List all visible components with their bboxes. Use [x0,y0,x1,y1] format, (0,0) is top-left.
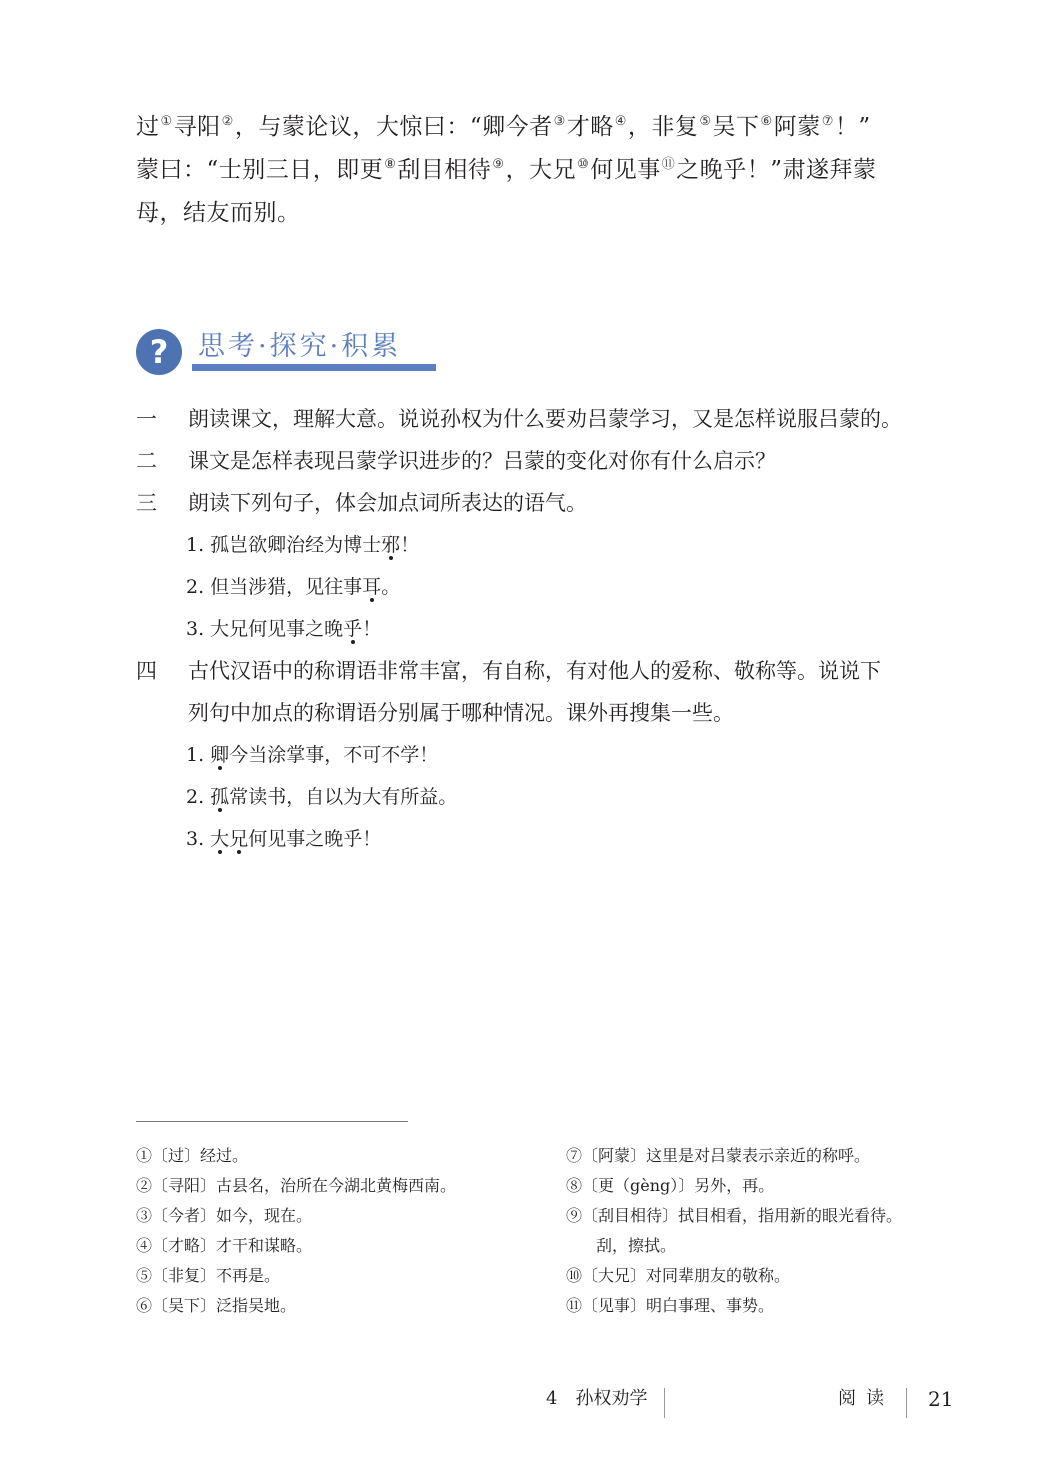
sub-question-text: 何见事之晚乎！ [248,828,382,850]
sub-question [186,608,966,650]
footnote: ⑪〔见事〕明白事理、事势。 [566,1296,775,1315]
sub-question-text: 。 [381,576,401,598]
question-line [136,440,966,482]
sub-question-text: ！ [400,534,420,556]
footnote: ⑨〔刮目相待〕拭目相看，指用新的眼光看待。 [566,1206,903,1225]
section-heading [136,320,446,376]
dotted-word: 兄 [229,828,249,850]
footnote: ⑧〔更（gèng）〕另外，再。 [566,1176,775,1195]
passage-segment: 吴下 [712,114,760,140]
footnote-ref: ⑨ [492,157,505,172]
question-mark-icon: ? [136,329,182,375]
sub-question [186,734,966,776]
sub-question-text: 今当涂掌事，不可不学！ [229,744,439,766]
sub-question-list [136,524,966,650]
question-line [136,398,966,440]
passage-segment: ，与蒙论议，大惊曰：“卿今者 [234,114,553,140]
question-text: 课文是怎样表现吕蒙学识进步的？吕蒙的变化对你有什么启示？ [188,449,776,473]
footnote-ref: ⑧ [384,157,397,172]
question-text: 列句中加点的称谓语分别属于哪种情况。课外再搜集一些。 [188,701,734,725]
dotted-word: 大 [210,828,230,850]
question-number: 四 [136,659,157,683]
page-number: 21 [928,1387,954,1411]
sub-question-text: 常读书，自以为大有所益。 [229,786,458,808]
sub-question-list [136,734,966,860]
question-text: 朗读课文，理解大意。说说孙权为什么要劝吕蒙学习，又是怎样说服吕蒙的。 [188,407,902,431]
passage-segment: 才略 [566,114,614,140]
footnote: ⑤〔非复〕不再是。 [136,1266,281,1285]
footer-category: 阅读 [838,1388,894,1409]
title-underline [192,364,436,371]
footnote: 刮，擦拭。 [596,1236,677,1255]
passage-segment: 之晚乎！”肃遂拜蒙 [676,157,877,183]
passage-line [136,106,956,149]
footer-divider [906,1388,907,1418]
question-line [136,650,966,692]
footnote-ref: ⑥ [760,114,773,129]
passage-segment: 刮目相待 [397,157,492,183]
footnotes-left [136,1141,556,1321]
footnote-ref: ④ [614,114,627,129]
sub-question-text: ！ [362,618,382,640]
question-number: 二 [136,449,157,473]
passage-segment: 寻阳 [173,114,221,140]
passage-segment: 何见事 [590,157,661,183]
footnote: ①〔过〕经过。 [136,1146,249,1165]
sub-question-text: 2. [186,786,211,808]
passage-line [136,192,956,235]
passage-segment: 蒙曰：“士别三日，即更 [136,157,384,183]
footnote-ref: ② [221,114,234,129]
sub-question-text: 3. [186,828,211,850]
passage-segment: 母，结友而别。 [136,200,301,226]
footer-divider [664,1388,665,1418]
question-line [136,692,966,734]
passage-line [136,149,956,192]
passage-segment: ！” [834,114,871,140]
sub-question [186,818,966,860]
question-number: 三 [136,491,157,515]
footnote: ⑦〔阿蒙〕这里是对吕蒙表示亲近的称呼。 [566,1146,871,1165]
dotted-word: 卿 [210,744,230,766]
footer-lesson-title: 4 孙权劝学 [546,1388,648,1409]
footnote-ref: ⑩ [577,157,590,172]
footnotes-right [566,1141,986,1321]
footnote: ③〔今者〕如今，现在。 [136,1206,313,1225]
footnote: ②〔寻阳〕古县名，治所在今湖北黄梅西南。 [136,1176,457,1195]
footnote: ⑩〔大兄〕对同辈朋友的敬称。 [566,1266,791,1285]
footnote-ref: ⑦ [821,114,834,129]
dotted-word: 耳 [362,576,382,598]
sub-question-text: 2. 但当涉猎，见往事 [186,576,363,598]
sub-question [186,566,966,608]
footnote-divider [136,1121,408,1122]
question-line [136,482,966,524]
footnote-ref: ⑤ [699,114,712,129]
passage-text [136,106,956,235]
sub-question-text: 1. 孤岂欲卿治经为博士 [186,534,382,556]
footnote: ⑥〔吴下〕泛指吴地。 [136,1296,297,1315]
passage-segment: 过 [136,114,160,140]
sub-question-text: 3. 大兄何见事之晚 [186,618,344,640]
footnote-ref: ⑪ [661,157,676,172]
passage-segment: ，非复 [627,114,699,140]
footnote-ref: ③ [553,114,566,129]
passage-segment: 阿蒙 [773,114,821,140]
sub-question-text: 1. [186,744,211,766]
section-title: 思考·探究·积累 [198,331,402,362]
dotted-word: 乎 [343,618,363,640]
sub-question [186,776,966,818]
dotted-word: 邪 [381,534,401,556]
question-text: 古代汉语中的称谓语非常丰富，有自称，有对他人的爱称、敬称等。说说下 [188,659,881,683]
question-number: 一 [136,407,157,431]
footnote-ref: ① [160,114,173,129]
sub-question [186,524,966,566]
footnote: ④〔才略〕才干和谋略。 [136,1236,313,1255]
question-list [136,398,966,860]
passage-segment: ，大兄 [505,157,577,183]
question-text: 朗读下列句子，体会加点词所表达的语气。 [188,491,587,515]
dotted-word: 孤 [210,786,230,808]
